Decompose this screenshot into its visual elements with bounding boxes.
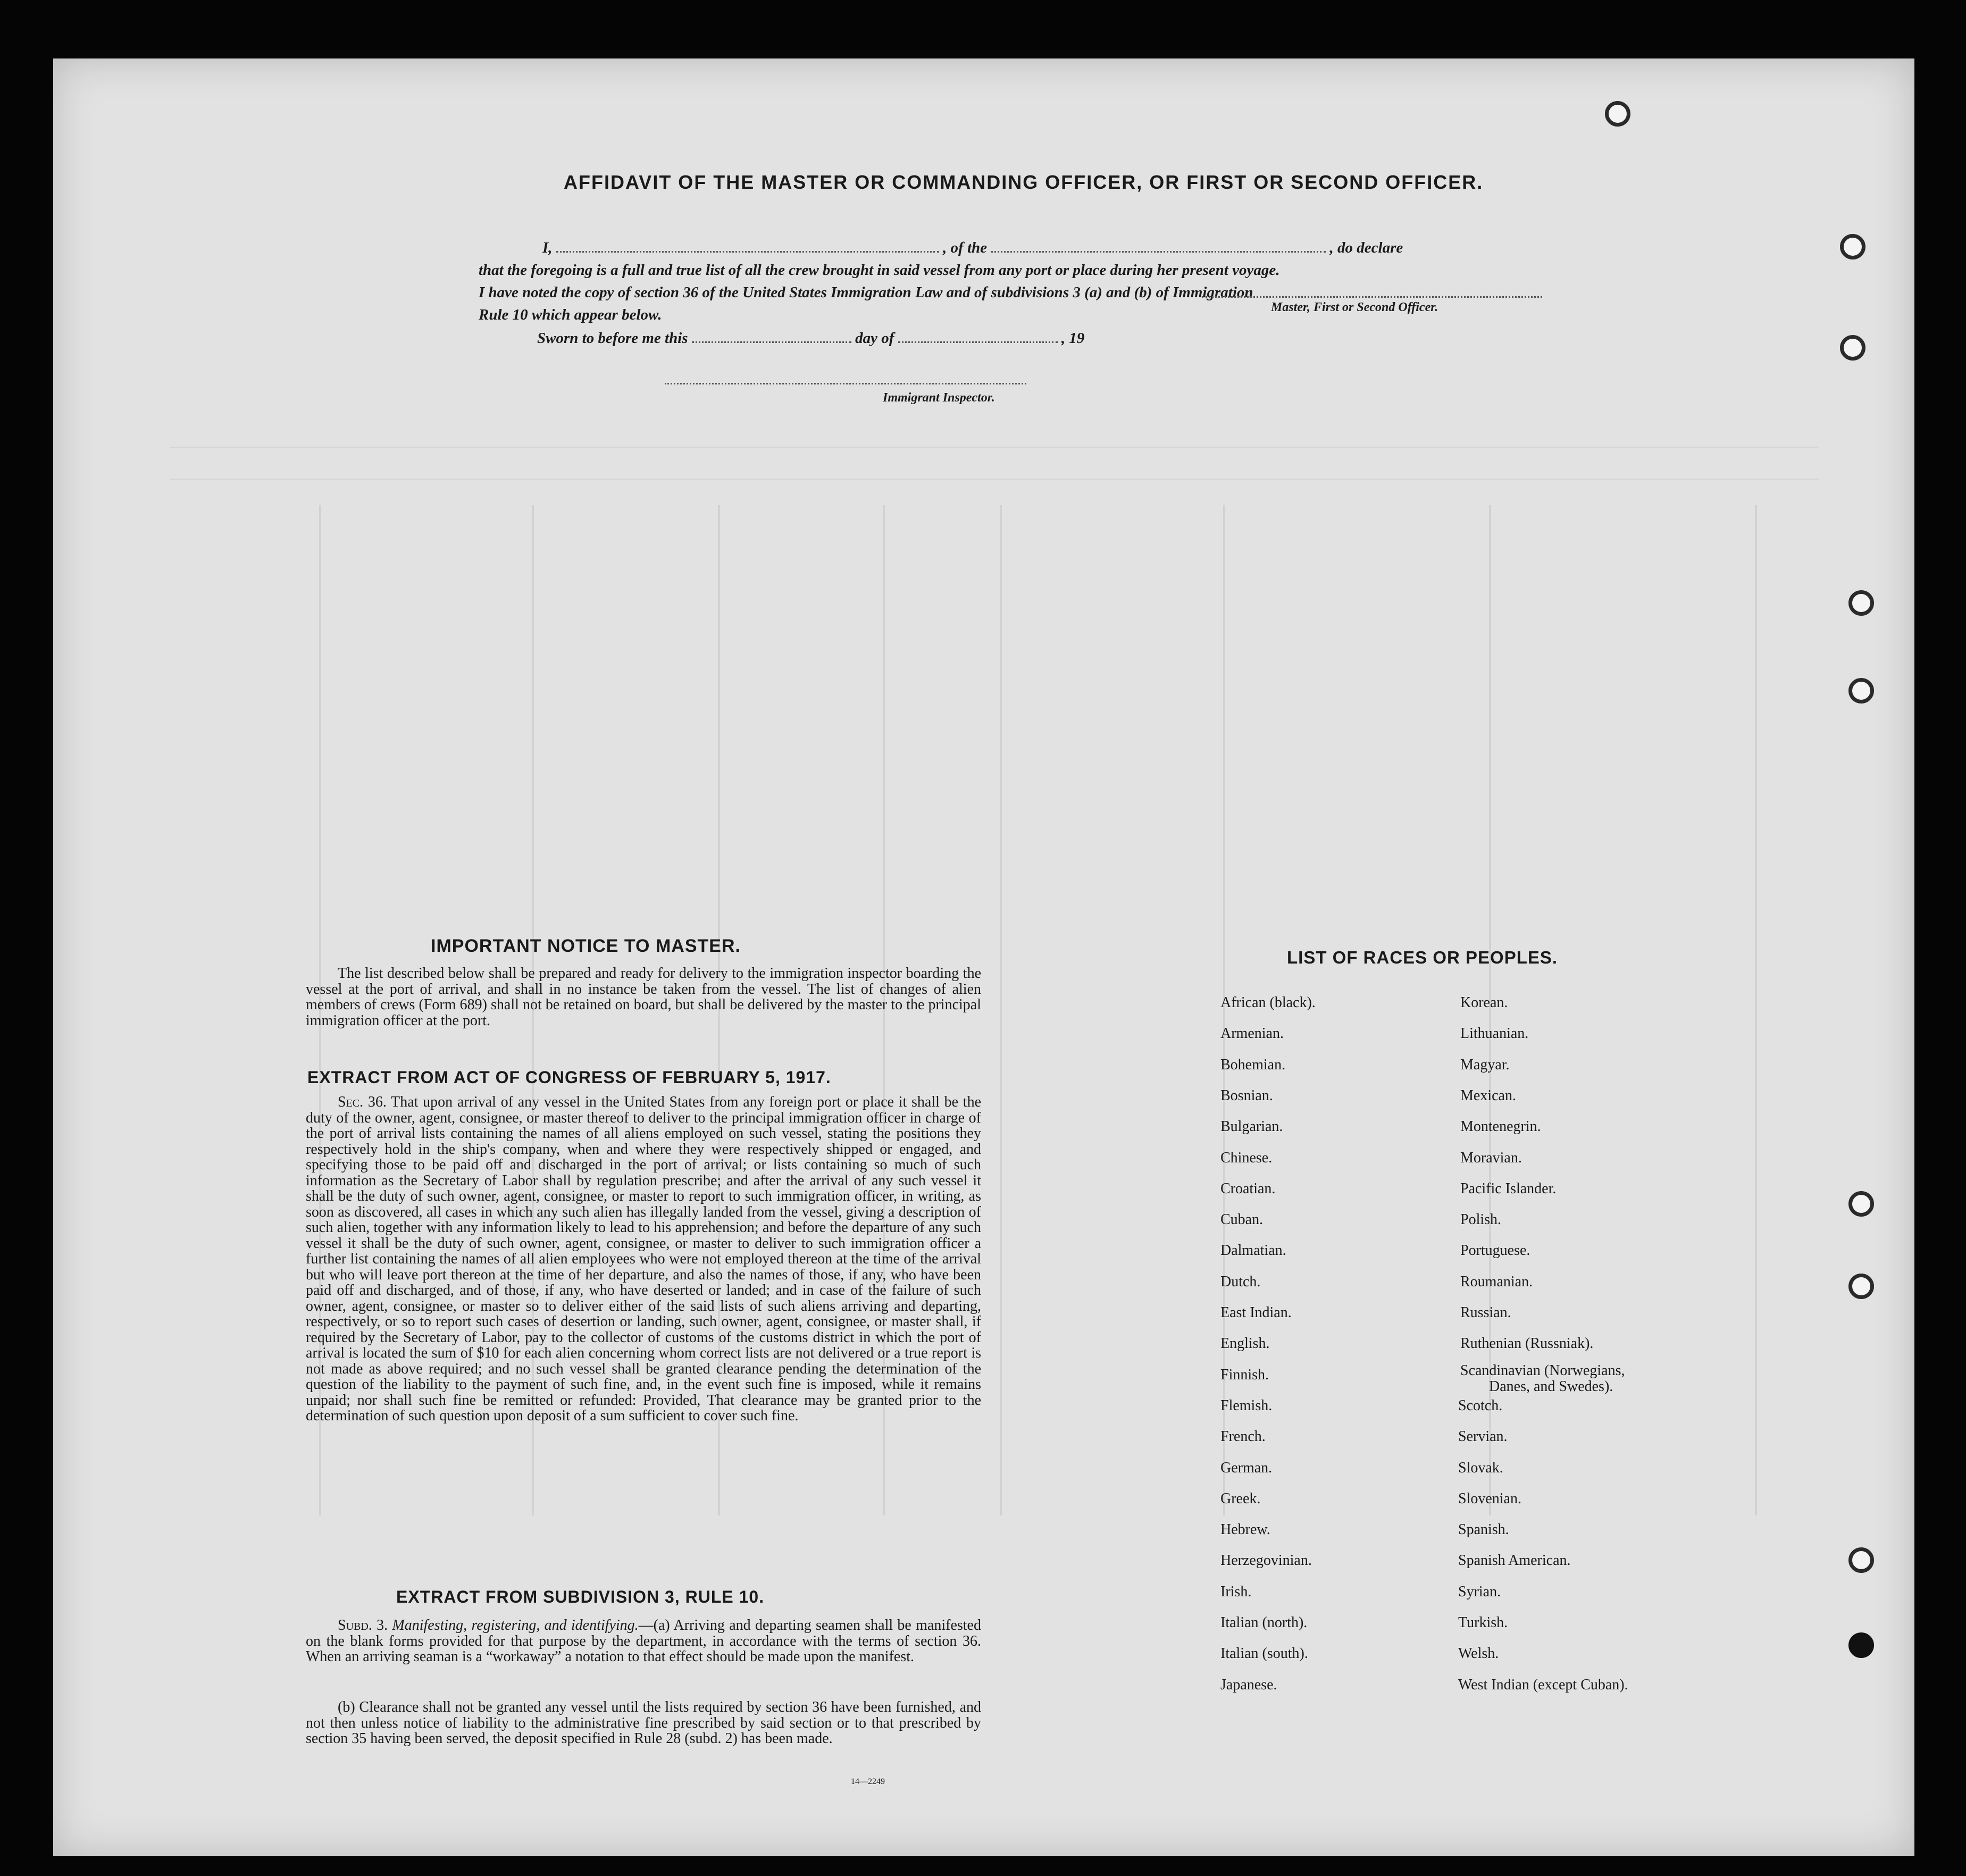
race-item: Portuguese.: [1460, 1242, 1530, 1259]
race-item: Hebrew.: [1220, 1521, 1270, 1538]
races-heading: LIST OF RACES OR PEOPLES.: [1287, 948, 1558, 967]
subd-title: Manifesting, registering, and identifying.: [392, 1617, 639, 1634]
inspector-signature-line[interactable]: [665, 383, 1026, 384]
race-item: Korean.: [1460, 994, 1508, 1011]
race-item: Bulgarian.: [1220, 1118, 1283, 1135]
affidavit-title: AFFIDAVIT OF THE MASTER OR COMMANDING OFFICER, OR FIRST OR SECOND OFFICER.: [564, 171, 1484, 193]
race-item: Spanish.: [1458, 1521, 1509, 1538]
affidavit-of-the: , of the: [943, 239, 988, 256]
race-item: African (black).: [1220, 994, 1316, 1011]
race-item: Slovenian.: [1458, 1490, 1521, 1507]
sworn-day-field[interactable]: [692, 341, 851, 343]
ghost-line: [170, 447, 1819, 448]
act-body: That upon arrival of any vessel in the United States from any foreign port or place it shall be the duty of the owner, agent, consignee, or master thereof to deliver to the principal immigration officer in charge of the port of arrival lists containing the names of all aliens employed on such vessel, stating the positions they respectively hold in the ship's company, when and where they were respectively shipped or engaged, and specifying those to be paid off and discharged in the port of arrival; or lists containing so much of such information as the Secretary of Labor shall by regulation prescribe; and after the arrival of any such vessel it shall be the duty of such owner, agent, consignee, or master to report to such immigration officer, in writing, as soon as discovered, all cases in which any such alien has illegally landed from the vessel, giving a description of such alien, together with any information likely to lead to his apprehension; and before the departure of any such vessel it shall be the duty of such owner, agent, consignee, or master to deliver to such immigration officer a further list containing the names of all alien employees who were not employed thereon at the time of the arrival but who will leave port thereon at the time of her departure, and also the names of those, if any, who have been paid off and discharged, and of those, if any, who have deserted or landed; and in case of the failure of such owner, agent, consignee, or master so to deliver either of the said lists of such aliens arriving and departing, respectively, or so to report such cases of desertion or landing, such owner, agent, consignee, or master shall, if required by the Secretary of Labor, pay to the collector of customs of the customs district in which the port of arrival is located the sum of $10 for each alien concerning whom correct lists are not delivered or a true report is not made as above required; and no such vessel shall be granted clearance pending the determination of the question of the liability to the payment of such fine, and, in the event such fine is imposed, while it remains unpaid; nor shall such fine be remitted or refunded: Provided, That clearance may be granted prior to the determination of such question upon deposit of a sum sufficient to cover such fine.: [306, 1094, 981, 1424]
sworn-line: [537, 330, 1228, 347]
punch-hole: [1848, 1274, 1874, 1299]
race-item: Welsh.: [1458, 1645, 1499, 1662]
race-item: Slovak.: [1458, 1459, 1503, 1476]
race-item: Spanish American.: [1458, 1552, 1571, 1569]
race-item: Cuban.: [1220, 1211, 1264, 1228]
race-item: Bohemian.: [1220, 1056, 1286, 1073]
race-item: Russian.: [1460, 1304, 1511, 1321]
race-item: Lithuanian.: [1460, 1025, 1529, 1042]
race-item: Italian (south).: [1220, 1645, 1308, 1662]
race-item: Mexican.: [1460, 1087, 1516, 1104]
affidavit-declare: , do declare: [1329, 239, 1403, 256]
document-page: [53, 58, 1914, 1856]
race-item: Ruthenian (Russniak).: [1460, 1335, 1594, 1352]
sworn-month-field[interactable]: [898, 341, 1058, 343]
race-item: Scandinavian (Norwegians,: [1460, 1362, 1625, 1379]
punch-hole: [1848, 1632, 1874, 1658]
race-item: Turkish.: [1458, 1614, 1508, 1631]
race-item: Croatian.: [1220, 1180, 1276, 1197]
race-item: Roumanian.: [1460, 1273, 1533, 1290]
ghost-line: [170, 479, 1819, 480]
race-item: Greek.: [1220, 1490, 1261, 1507]
race-item: Armenian.: [1220, 1025, 1284, 1042]
race-item: Servian.: [1458, 1428, 1508, 1445]
race-item: Dutch.: [1220, 1273, 1261, 1290]
notice-heading: IMPORTANT NOTICE TO MASTER.: [431, 936, 741, 956]
race-item: Chinese.: [1220, 1149, 1273, 1166]
race-item: Montenegrin.: [1460, 1118, 1541, 1135]
name-field[interactable]: [556, 251, 939, 253]
rule-heading: EXTRACT FROM SUBDIVISION 3, RULE 10.: [396, 1587, 765, 1606]
master-label: Master, First or Second Officer.: [1271, 300, 1438, 314]
affidavit-line-4: Rule 10 which appear below.: [479, 306, 662, 323]
year-text: , 19: [1061, 330, 1085, 347]
race-item: French.: [1220, 1428, 1266, 1445]
race-item: Dalmatian.: [1220, 1242, 1286, 1259]
race-item: West Indian (except Cuban).: [1458, 1676, 1628, 1693]
rule-text-b: (b) Clearance shall not be granted any vessel until the lists required by section 36 have been furnished, and not then unless notice of liability to the administrative fine prescribed by said section or to that prescribed by section 35 having been served, the deposit specified in Rule 28 (subd. 2) has been made.: [306, 1699, 981, 1747]
race-item: Polish.: [1460, 1211, 1502, 1228]
race-item: East Indian.: [1220, 1304, 1292, 1321]
notice-text: The list described below shall be prepared and ready for delivery to the immigration inspector boarding the vessel at the port of arrival, and shall in no instance be taken from the vessel. The list of changes of alien members of crews (Form 689) shall not be retained on board, but shall be delivered by the master to the principal immigration officer at the port.: [306, 965, 981, 1029]
punch-hole: [1848, 1547, 1874, 1573]
affidavit-i: I,: [542, 239, 553, 256]
race-item: Syrian.: [1458, 1583, 1501, 1600]
race-item: Scotch.: [1458, 1397, 1503, 1414]
race-item: Japanese.: [1220, 1676, 1277, 1693]
race-item: Irish.: [1220, 1583, 1252, 1600]
race-item: Magyar.: [1460, 1056, 1510, 1073]
affidavit-line-3: I have noted the copy of section 36 of the United States Immigration Law and of subdivisions 3 (a) and (b) of Immigration: [479, 284, 1253, 301]
sec-label: Sec. 36.: [338, 1094, 387, 1110]
act-text: [306, 1094, 981, 1424]
affidavit-line-1: [542, 239, 1553, 257]
affidavit-line-2: that the foregoing is a full and true list of all the crew brought in said vessel from any port or place during her present voyage.: [479, 262, 1280, 279]
punch-hole: [1605, 101, 1630, 127]
inspector-label: Immigrant Inspector.: [883, 391, 995, 405]
race-item: Italian (north).: [1220, 1614, 1308, 1631]
race-item: Pacific Islander.: [1460, 1180, 1557, 1197]
form-number: 14—2249: [851, 1777, 885, 1786]
race-item: German.: [1220, 1459, 1273, 1476]
vessel-field[interactable]: [991, 251, 1326, 253]
punch-hole: [1840, 335, 1865, 361]
ghost-line: [1755, 505, 1757, 1515]
subd-label: Subd. 3.: [338, 1617, 388, 1634]
rule-text-a: [306, 1618, 981, 1665]
race-item: Flemish.: [1220, 1397, 1273, 1414]
rule-body-a: —(a) Arriving and departing seamen shall be manifested on the blank forms provided for that purpose by the department, in accordance with the terms of section 36. When an arriving seaman is a “workaway” a notation to that effect should be made upon the manifest.: [306, 1617, 981, 1665]
race-item: Finnish.: [1220, 1366, 1269, 1383]
punch-hole: [1848, 1191, 1874, 1217]
punch-hole: [1848, 678, 1874, 704]
day-of-text: day of: [855, 330, 894, 347]
act-heading: EXTRACT FROM ACT OF CONGRESS OF FEBRUARY 5, 1917.: [307, 1068, 831, 1087]
race-item: English.: [1220, 1335, 1270, 1352]
punch-hole: [1848, 590, 1874, 616]
race-item: Herzegovinian.: [1220, 1552, 1312, 1569]
race-item: Bosnian.: [1220, 1087, 1273, 1104]
race-item: Moravian.: [1460, 1149, 1522, 1166]
race-item-continuation: Danes, and Swedes).: [1489, 1378, 1613, 1395]
punch-hole: [1840, 234, 1865, 259]
sworn-text: Sworn to before me this: [537, 330, 688, 347]
ghost-line: [1000, 505, 1002, 1515]
master-signature-line[interactable]: [1202, 296, 1542, 298]
